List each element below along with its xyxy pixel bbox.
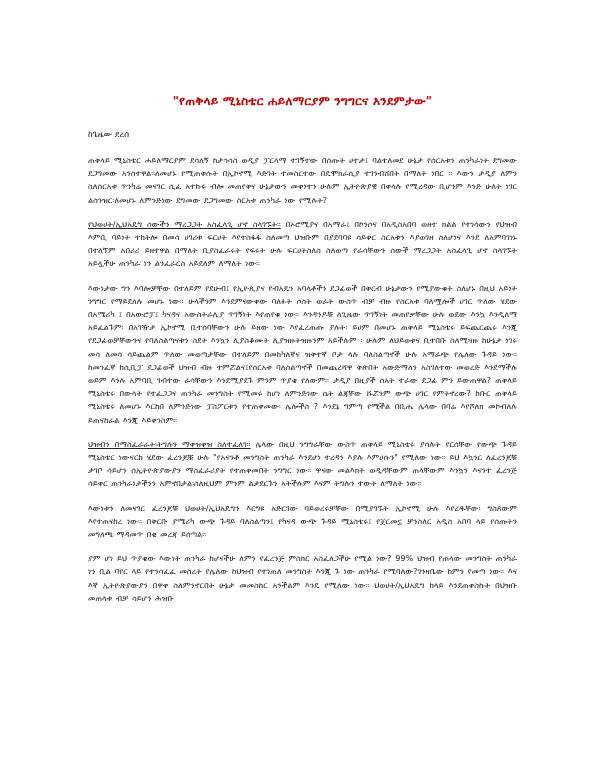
paragraph-4-lead: ህዝብን በማስፈራራት፡ትግሉን ማቀዝቀዝ ስለተፈለገ፡፡: [88, 438, 251, 449]
article-title: "የጠቅላይ ሚኒስቴር ሐይለማርያም ንግግርና እንደምታው": [172, 94, 433, 108]
paragraph-5-text: እውነቱን ለመናገር ፈረንጆቹ ህወሀት/ኢህአዴግን እርግዩ አድርገው ባይወረሩቻቸው በሚያገኙት ኢኮኖሚ ሁሉ እየረዱቸው፡ ግስጸውም እየተጠናከረ ነው፡፡ በቅርቡ ያሜሪካ ውጭ ጉዳይ ባለስልጣን፤ የካናዳ ውጭ ጉዳይ ሚኒስቴሩ፤ የጀርመኗ ቻንስለር አዲስ አበባ ላይ የሰጡትን መግለጫ ማዳመጥ በቂ መረጃ ይሰጣል፡፡: [88, 502, 517, 540]
paragraph-2-lead: የህወሀት/ኢህአዴግ ሰውችን ማረጋጋት አስፈላጊ ሆኖ ስላገኙት፡፡: [88, 218, 281, 229]
author-name: ከጌዜው ደረሰ: [88, 130, 130, 140]
paragraph-4: [88, 438, 517, 491]
paragraph-4-text: ሌላው በዚህ ንግግራቸው ውስጥ ጠቅላይ ሚኒስቴሩ ያሳሉት የርሰቸው የውጭ ጉዳይ ሚኒስቴር ነውናርከ ሄደው ፈረንጆቹ ሁሉ "የአናንቶ መንግስት ጠንካራ እንደሆነ ተረዳን እያሉ እምሀሱን" የሚለው ነው፡፡ ይህ እኳንር ለፈረንጆቹ ታገቦ ሳይሆን ሰኢትዮጵያውያን ማስፈራሪያት የተጠቀመበት ንግግር ነው፡፡ ዋናው መልእክት ወዲዳቸውም ጠላቸውም እንኳን እናንተ ፈረንጅ ሳይቀር ጠንካራነታችንን አምኖበታል፡ስለዚህም ምንም ልታደርጉን አትችሉም እናም ትግሉን ተውት ለማለት ነው፡፡: [88, 438, 518, 489]
paragraph-3: [88, 282, 517, 427]
paragraph-3-text: እውነታው ግን እባሎቻቸው በተለይም የደሁብ፤ የኢዮጲያና የብአዴን አባላቶችን ደጋፊወች በቅርብ ሁኔታውን የሚያውቁት ስለሆኑ በዚህ አይነት ንግግር የማይደለሉ መሆኑ ነው፡፡ ሁላችንም እንደምናውቀው ባለፉት ሶስት ወራት ውስጥ ብቻ ብዙ የስርአቱ ባለሟሎች ሀገር ጥለው ሄደው በአሜሪካ ፤ በአውሮፓ፤ ካናዳና አውስትራሊያ ጥገኝነት እየጠየቁ ነው፡፡ እንዳንዶቹ ለጊዜው ጥገኝነት መጠየቃቸው ሁሉ ወደው እንኳ እንዲለማ አይፈልጉም፡ በአገዥታ ኢኮኖሚ ቢተሰባቸውን ሁሉ ይዘው ነው እየፈረጠጡ ያሉት፡ ይሀም በመሆኑ ጠቅላይ ሚኒስቴሩ ይፍጨርጨሩ እንጂ የደጋፊወቻቸውንና የባለስልጣናቱን ስደት እንኳን ሊያስቆሙት ሊያዝዙትዝዙንም አይችሉም ፡ ሁሉም ለህይወቱና ቢተበቡ ስለሚጓዙ ከሁኔታ ነገሩ መሳ ለመሳ ሳይጨልም ጥለው መወጣታቸው በተለይም በመከካለኛና ዝቅተኛ ቦታ ላሉ ባለስልጣኖች ሁሉ አማራጭ የሌለው ጉዳይ ነው፡፡ ከመንፈኛ ከሲቢፓ ደጋፊወች ህዝብ ብዙ ተምሯልና፤የሰርአቱ ባለስልጣኖች በመጨረሻዋ ቅጽበት አውድማለን አስገለተው መወረድ እንደማችሉ ወይም እንሉ አምባቢ ገብተው ራሳቸውን እንደሚያደጉ ምንም ጥያቄ የለውም፡፡ ታዲያ በዚያች ሰአት ተራው ደጋፊ ምን ይውጠዋል? ጠቅላይ ሚኒስቴሩ በውላት የተፈጋጋና ጠንካራ መንግስት የሚመሩ ከሆነ ለምንድነው ሴት ልጃቸው ሹሯንም ውጭ ሀገር የምትኖረው? ከቡር ጠቅላይ ሚኒስቴሩ ለመሆኑ እርከበ ለምንድነው ፓስፖርቱን የተጠቀመው፡ ሌሎችስ ? እንደኔ ግምጣ የሚችል በቢሔ ሌላው በባሬ እየሾለክ መኮብለሉ ይጠናከራል እንጂ እይቀንስም፡፡: [88, 282, 517, 425]
paragraph-1: [88, 154, 517, 207]
paragraph-1-text: ጠቅላይ ሚኒስቴር ሐይለማርያም ደሳለኝ ከታኅሳስ ወዲያ ፓርላማ ተገኝተው በሰጡት ሀተታ፤ ባልተለመደ ሁኔታ የሰርአቱን ጠንካራነት ደግመው ደጋግመው አንስተዋል፡፡ለመሆኑ የሚጠቅሱት በኢኮኖሚ እድገት ተመስርተው በዴሞክራሲያ ተገንብሸበት በማለት ነበር ፡፡ እውን ታዲያ ለምን ስለሰርአቱ ጥንካሬ መናገር ሲፈ አተኩሩ ብሎ መጠየቅና ሁኔታውን መቀነተን ሁሉም ኢትዮጵያዊ በቀላሉ የሚረዳው ቢሆንም እንድ ሁለት ነገር ልሰንዝር፡ለመሆኑ ለምንድነው ደግመው ደጋግመው ስርአቱ ጠንካራ ነው የሚሉት?: [88, 155, 517, 205]
paragraph-5: [88, 502, 517, 542]
paragraph-6: [88, 552, 517, 605]
paragraph-2: [88, 218, 517, 271]
paragraph-6-text: ያም ሆነ ይህ ጥያቄው እውነት ጠንካራ ከሆናችሁ ለምን የፈረንጅ ምስክር አስፈለጋችሁ የሚል ነው? 99% ህዝብ የጠላው መንግስት ጠንካራ ነን ቢል ባየር ላይ የተንሳፈፈ መስረት የሌለው ከህዝብ የተነጠለ መንግስት እንጂ ጉ ነው ጠንካራ የሚባለው?ገንዛቤው ከምን የመጣ ነው፡፡ እና እኛ ኢትዮጵያውያን በዋቀ ስለምንኖርበት ሁኔታ መመስከር አንችልም እንዴ የሚለው ነው፡፡ ህወሀት/ኢህአዴግ ከላይ እንደጠቀስኩት በህዝቡ መጠላቱ ብቻ ሳይሆን ሕዝቡ: [88, 553, 517, 603]
paragraph-2-text: በኦሮሚያና በአማራ፤ በኮንሶና በአዲስአበባ ወዘተ ክልል የተነሳውን የህዝብ እምቢ ባይነት ተከትሎ በመሳ ሀገሪቱ ፍርሀት እየተስፋፋ ስለመጣ ህዝቡም በያደባባዩ ሳይቀር ስርአቱን እያወገዘ ስለሆነና እንደ ለአምባገነኑ በተለኘም አበሪሪ ይዘተዋል በማለት ቢያስፈራሩት የፍሩት ሁሉ ፍርሀትስለስ ስለወጣ የራሳቸውን ሰውች ማረጋጋት አስፈላጊ ሆኖ ስላገኙት አይሏችሁ ጠንካራ ነን ልንፈራርስ አይደለም ለማለት ነው፡፡: [88, 218, 517, 269]
